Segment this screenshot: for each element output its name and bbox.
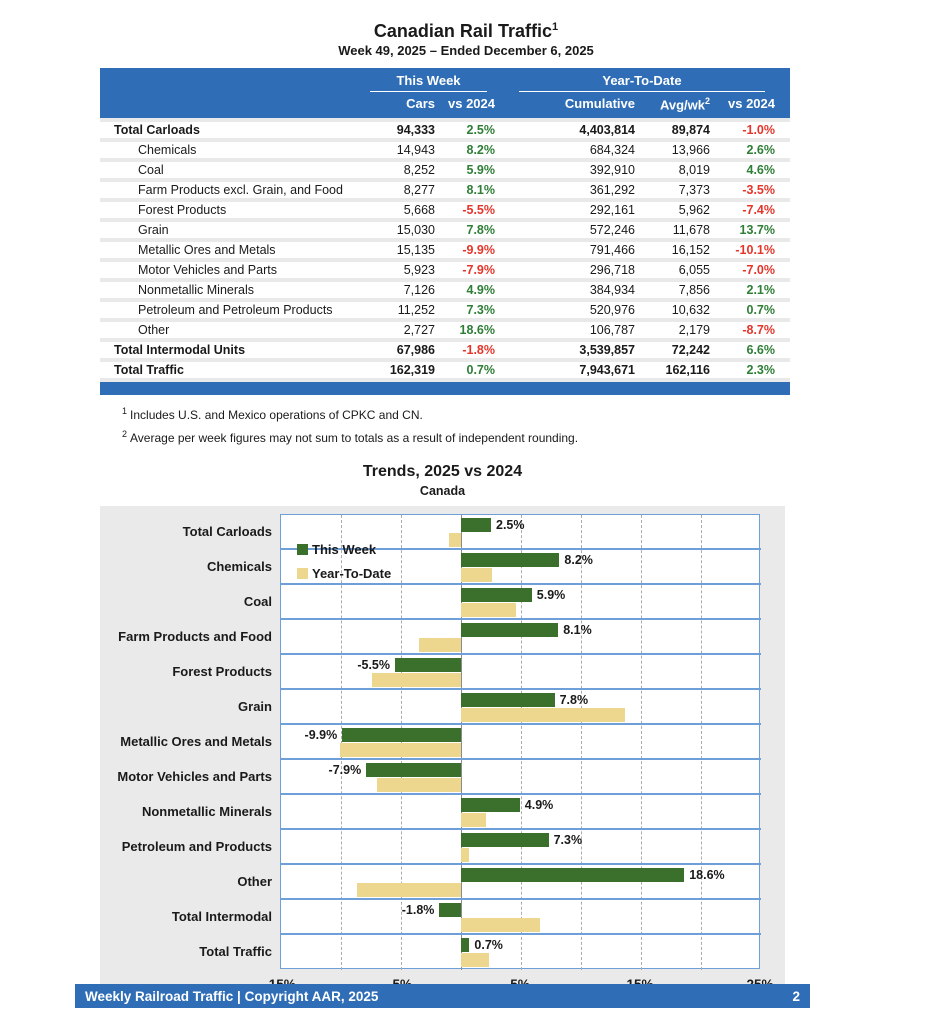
cell-ytd-pct: -7.0% — [742, 263, 775, 278]
bar-this-week — [366, 763, 461, 777]
col-header-avgwk — [637, 96, 712, 112]
footnote-marker: 1 — [122, 406, 128, 417]
chart-categories — [100, 514, 272, 969]
cell-ytd-pct: 2.3% — [746, 363, 775, 378]
table-row — [100, 142, 790, 158]
zero-gridline — [461, 515, 462, 970]
cell-cars: 14,943 — [396, 143, 435, 158]
legend-item-this-week — [297, 537, 391, 561]
cell-avgwk: 11,678 — [672, 223, 710, 238]
cell-label: Chemicals — [138, 143, 197, 158]
cell-cumulative: 520,976 — [589, 303, 635, 318]
cell-week-pct: -9.9% — [462, 243, 495, 258]
legend-item-year-to-date — [297, 561, 391, 585]
cell-label: Forest Products — [138, 203, 227, 218]
category-label: Other — [237, 873, 272, 889]
bar-value-label: 5.9% — [536, 587, 566, 602]
gridline — [701, 515, 702, 970]
col-header-week-vs: vs 2024 — [448, 96, 495, 111]
footer-text: Weekly Railroad Traffic | Copyright AAR, 2025 — [85, 988, 379, 1004]
category-label: Petroleum and Products — [121, 838, 272, 854]
cell-label: Total Traffic — [114, 363, 184, 378]
bar-this-week — [461, 518, 491, 532]
bar-value-label: -1.8% — [401, 902, 435, 917]
cell-cars: 162,319 — [389, 363, 435, 378]
table-group-header-row — [100, 73, 790, 92]
table-header — [100, 68, 790, 118]
table-row — [100, 302, 790, 318]
cell-cars: 11,252 — [397, 303, 435, 318]
table-row — [100, 122, 790, 138]
bar-year-to-date — [377, 778, 461, 792]
cell-cumulative: 384,934 — [589, 283, 635, 298]
cell-cars: 8,252 — [403, 163, 435, 178]
bar-year-to-date — [461, 918, 540, 932]
cell-ytd-pct: 13.7% — [739, 223, 775, 238]
cell-week-pct: 8.2% — [466, 143, 495, 158]
bar-value-label: -5.5% — [357, 657, 390, 672]
cell-ytd-pct: 0.7% — [746, 303, 775, 318]
cell-label: Motor Vehicles and Parts — [138, 263, 277, 278]
cell-avgwk: 8,019 — [678, 163, 710, 178]
cell-ytd-pct: 6.6% — [746, 343, 775, 358]
traffic-table — [100, 68, 790, 395]
cell-cars: 15,135 — [396, 243, 435, 258]
cell-label: Metallic Ores and Metals — [138, 243, 276, 258]
table-row — [100, 182, 790, 198]
cell-label: Grain — [138, 223, 169, 238]
cell-ytd-pct: -3.5% — [742, 183, 775, 198]
cell-cars: 5,923 — [403, 263, 435, 278]
bar-value-label: 4.9% — [524, 797, 554, 812]
bar-year-to-date — [340, 743, 461, 757]
bar-this-week — [461, 938, 469, 952]
cell-week-pct: -1.8% — [462, 343, 495, 358]
legend-label-year-to-date: Year-To-Date — [312, 565, 392, 581]
category-label: Metallic Ores and Metals — [120, 733, 272, 749]
gridline — [641, 515, 642, 970]
table-row — [100, 322, 790, 338]
cell-cumulative: 684,324 — [589, 143, 635, 158]
category-label: Motor Vehicles and Parts — [117, 768, 272, 784]
cell-label: Petroleum and Petroleum Products — [138, 303, 333, 318]
cell-cumulative: 572,246 — [589, 223, 635, 238]
cell-ytd-pct: 2.1% — [746, 283, 775, 298]
col-header-cars: Cars — [406, 96, 435, 111]
cell-avgwk: 7,856 — [678, 283, 710, 298]
table-bottom-bar — [100, 382, 790, 395]
cell-avgwk: 6,055 — [678, 263, 710, 278]
cell-week-pct: 0.7% — [466, 363, 495, 378]
avgwk-footnote-marker: 2 — [704, 96, 710, 106]
cell-avgwk: 89,874 — [671, 123, 710, 138]
cell-cumulative: 3,539,857 — [579, 343, 635, 358]
cell-avgwk: 13,966 — [671, 143, 710, 158]
cell-cars: 15,030 — [396, 223, 435, 238]
cell-label: Coal — [138, 163, 164, 178]
bar-value-label: -7.9% — [328, 762, 362, 777]
cell-ytd-pct: 2.6% — [746, 143, 775, 158]
cell-ytd-pct: -1.0% — [742, 123, 775, 138]
cell-label: Total Intermodal Units — [114, 343, 246, 358]
category-label: Grain — [238, 698, 272, 714]
bar-year-to-date — [357, 883, 461, 897]
cell-cumulative: 361,292 — [589, 183, 635, 198]
bar-year-to-date — [461, 568, 492, 582]
bar-year-to-date — [461, 848, 469, 862]
bar-this-week — [439, 903, 461, 917]
cell-avgwk: 162,116 — [665, 363, 710, 378]
chart-subtitle: Canada — [419, 484, 466, 499]
title-footnote-marker: 1 — [551, 21, 559, 33]
cell-avgwk: 10,632 — [671, 303, 710, 318]
table-row — [100, 282, 790, 298]
page-title-text: Canadian Rail Traffic — [373, 21, 552, 41]
bar-value-label: -9.9% — [304, 727, 338, 742]
col-header-avgwk-text: Avg/wk — [659, 97, 705, 113]
cell-label: Other — [138, 323, 170, 338]
cell-label: Nonmetallic Minerals — [138, 283, 255, 298]
chart-title: Trends, 2025 vs 2024 — [362, 463, 523, 481]
col-header-ytd-vs: vs 2024 — [728, 96, 775, 111]
cell-cars: 5,668 — [403, 203, 435, 218]
table-column-header-row — [100, 96, 790, 112]
cell-cars: 2,727 — [403, 323, 435, 338]
chart-header — [100, 462, 785, 500]
footnotes — [122, 402, 932, 448]
category-label: Chemicals — [206, 558, 272, 574]
bar-year-to-date — [419, 638, 461, 652]
cell-week-pct: 7.8% — [466, 223, 495, 238]
bar-this-week — [461, 588, 532, 602]
cell-cumulative: 791,466 — [589, 243, 635, 258]
cell-cumulative: 296,718 — [589, 263, 635, 278]
cell-cars: 94,333 — [396, 123, 435, 138]
cell-avgwk: 2,179 — [678, 323, 710, 338]
cell-ytd-pct: -7.4% — [742, 203, 775, 218]
bar-value-label: 0.7% — [474, 937, 503, 952]
bar-value-label: 8.1% — [563, 622, 592, 637]
category-label: Forest Products — [172, 663, 272, 679]
gridline — [581, 515, 582, 970]
chart-legend — [297, 537, 391, 585]
cell-label: Total Carloads — [114, 123, 200, 138]
table-row — [100, 362, 790, 378]
cell-week-pct: -5.5% — [462, 203, 495, 218]
chart-plot — [280, 514, 760, 969]
cell-label: Farm Products excl. Grain, and Food — [138, 183, 343, 198]
cell-cumulative: 106,787 — [589, 323, 635, 338]
cell-week-pct: -7.9% — [462, 263, 495, 278]
table-row — [100, 222, 790, 238]
table-row — [100, 202, 790, 218]
bar-value-label: 7.8% — [559, 692, 589, 707]
table-body — [100, 118, 790, 382]
category-label: Total Intermodal — [171, 908, 272, 924]
bar-year-to-date — [461, 813, 486, 827]
legend-swatch-this-week — [297, 544, 308, 555]
bar-value-label: 2.5% — [496, 517, 525, 532]
bar-this-week — [461, 693, 555, 707]
page-title — [0, 16, 932, 42]
table-row — [100, 162, 790, 178]
footer-page-number: 2 — [792, 988, 800, 1004]
cell-cars: 67,986 — [396, 343, 435, 358]
bar-year-to-date — [449, 533, 461, 547]
col-header-spacer — [100, 96, 360, 112]
category-label: Nonmetallic Minerals — [141, 803, 272, 819]
cell-week-pct: 5.9% — [466, 163, 495, 178]
page-subtitle: Week 49, 2025 – Ended December 6, 2025 — [338, 43, 594, 58]
bar-this-week — [342, 728, 461, 742]
footnote-marker: 2 — [122, 429, 128, 440]
table-row — [100, 242, 790, 258]
cell-cumulative: 292,161 — [589, 203, 635, 218]
table-row — [100, 262, 790, 278]
bar-value-label: 8.2% — [564, 552, 593, 567]
bar-this-week — [461, 868, 684, 882]
category-label: Farm Products and Food — [118, 628, 272, 644]
cell-avgwk: 16,152 — [671, 243, 710, 258]
cell-ytd-pct: -8.7% — [742, 323, 775, 338]
footnote-text: Includes U.S. and Mexico operations of CPKC and CN. — [130, 408, 423, 423]
bar-this-week — [461, 623, 558, 637]
cell-avgwk: 72,242 — [671, 343, 710, 358]
bar-this-week — [461, 553, 559, 567]
category-label: Total Traffic — [199, 943, 272, 959]
group-header-ytd: Year-To-Date — [519, 73, 765, 92]
gridline — [521, 515, 522, 970]
bar-this-week — [461, 798, 520, 812]
bar-year-to-date — [461, 603, 516, 617]
category-label: Total Carloads — [182, 523, 272, 539]
cell-cumulative: 392,910 — [589, 163, 635, 178]
footnote-text: Average per week figures may not sum to totals as a result of independent rounding. — [130, 431, 579, 446]
cell-cumulative: 4,403,814 — [579, 123, 635, 138]
bar-value-label: 7.3% — [553, 832, 583, 847]
cell-avgwk: 7,373 — [678, 183, 710, 198]
bar-this-week — [461, 833, 549, 847]
report-header — [0, 0, 932, 60]
group-header-this-week: This Week — [370, 73, 487, 92]
bar-value-label: 18.6% — [689, 867, 725, 882]
cell-cumulative: 7,943,671 — [579, 363, 635, 378]
trends-chart — [100, 506, 785, 1003]
cell-week-pct: 4.9% — [466, 283, 495, 298]
footnote — [122, 425, 932, 448]
legend-swatch-year-to-date — [297, 568, 308, 579]
cell-ytd-pct: 4.6% — [746, 163, 775, 178]
cell-avgwk: 5,962 — [678, 203, 710, 218]
category-label: Coal — [243, 593, 272, 609]
bar-year-to-date — [372, 673, 461, 687]
bar-year-to-date — [461, 708, 625, 722]
legend-label-this-week: This Week — [312, 541, 377, 557]
footnote — [122, 402, 932, 425]
bar-year-to-date — [461, 953, 489, 967]
cell-week-pct: 7.3% — [466, 303, 495, 318]
cell-week-pct: 2.5% — [466, 123, 495, 138]
cell-cars: 8,277 — [403, 183, 435, 198]
cell-week-pct: 18.6% — [459, 323, 495, 338]
cell-week-pct: 8.1% — [466, 183, 495, 198]
cell-ytd-pct: -10.1% — [735, 243, 775, 258]
footer-bar — [75, 984, 810, 1008]
table-row — [100, 342, 790, 358]
bar-this-week — [395, 658, 461, 672]
cell-cars: 7,126 — [403, 283, 435, 298]
col-header-cumulative: Cumulative — [564, 96, 635, 111]
